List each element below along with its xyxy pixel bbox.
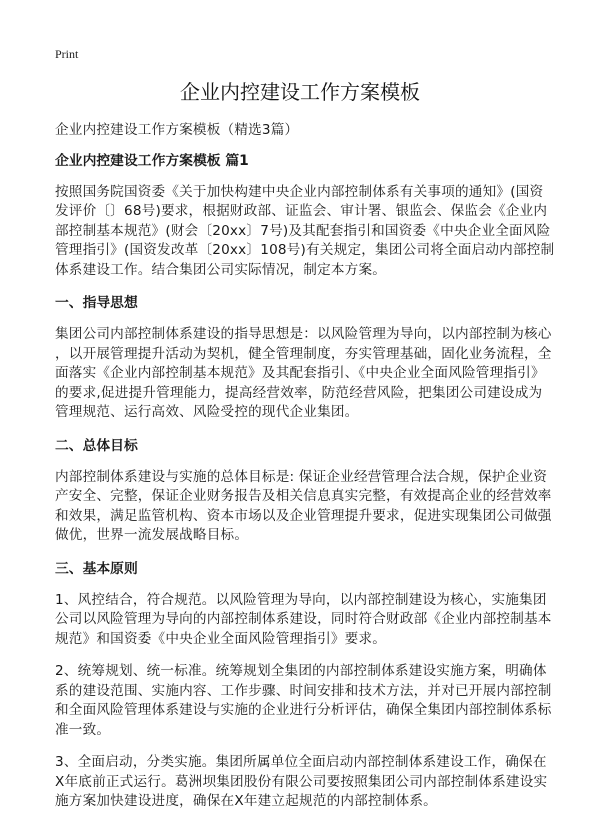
text-line: ，以开展管理提升活动为契机，健全管理制度，夯实管理基础，固化业务流程，全 xyxy=(55,345,552,362)
text-line: 做优，世界一流发展战略目标。 xyxy=(55,527,249,543)
text-line: 准一致。 xyxy=(55,721,111,738)
text-line: 部控制基本规范》(财会〔20xx〕7号)及其配套指引和国资委《中央企业全面风险 xyxy=(55,222,551,239)
text-line: 体系建设工作。结合集团公司实际情况，制定本方案。 xyxy=(55,261,387,278)
text-line: 产安全、完整，保证企业财务报告及相关信息真实完整，有效提高企业的经营效率 xyxy=(55,488,552,504)
text-line: 系的建设范围、实施内容、工作步骤、时间安排和技术方法，并对已开展内部控制 xyxy=(55,682,552,699)
intro-paragraph xyxy=(55,183,555,281)
text-line: 施方案加快建设进度，确保在X年建立起规范的内部控制体系。 xyxy=(55,793,437,809)
document-title: 企业内控建设工作方案模板 xyxy=(180,80,420,104)
overall-goal-paragraph xyxy=(55,468,555,546)
text-line: 和效果，满足监管机构、资本市场以及企业管理提升要求，促进实现集团公司做强 xyxy=(55,507,552,524)
text-line: 面落实《企业内部控制基本规范》及其配套指引、《中央企业全面风险管理指引》 xyxy=(55,365,545,381)
section-heading-basic-principles: 三、基本原则 xyxy=(55,560,138,577)
text-line: 1、风控结合，符合规范。以风险管理为导向，以内部控制建设为核心，实施集团 xyxy=(55,591,547,608)
principle-item xyxy=(55,662,555,740)
section-heading-overall-goal: 二、总体目标 xyxy=(55,437,138,454)
text-line: 的要求,促进提升管理能力，提高经营效率，防范经营风险，把集团公司建设成为 xyxy=(55,384,543,401)
guiding-ideology-paragraph xyxy=(55,325,555,423)
text-line: 规范》和国资委《中央企业全面风险管理指引》要求。 xyxy=(55,630,387,647)
text-line: X年底前正式运行。葛洲坝集团股份有限公司要按照集团公司内部控制体系建设实 xyxy=(55,773,548,790)
text-line: 内部控制体系建设与实施的总体目标是: 保证企业经营管理合法合规，保护企业资 xyxy=(55,468,548,485)
text-line: 管理指引》(国资发改革〔20xx〕108号)有关规定，集团公司将全面启动内部控制 xyxy=(55,242,555,258)
text-line: 和全面风险管理体系建设与实施的企业进行分析评估，确保全集团内部控制体系标 xyxy=(55,702,552,718)
principle-item xyxy=(55,753,555,812)
text-line: 集团公司内部控制体系建设的指导思想是：以风险管理为导向，以内部控制为核心 xyxy=(55,326,552,342)
text-line: 按照国务院国资委《关于加快构建中央企业内部控制体系有关事项的通知》(国资 xyxy=(55,183,544,200)
text-line: 管理规范、运行高效、风险受控的现代企业集团。 xyxy=(55,404,359,420)
document-body xyxy=(55,121,555,825)
print-label: Print xyxy=(55,47,79,61)
article-heading: 企业内控建设工作方案模板 篇1 xyxy=(55,152,249,169)
text-line: 2、统筹规划、统一标准。统筹规划全集团的内部控制体系建设实施方案，明确体 xyxy=(55,663,547,679)
document-subtitle: 企业内控建设工作方案模板（精选3篇） xyxy=(55,122,299,138)
text-line: 3、全面启动，分类实施。集团所属单位全面启动内部控制体系建设工作，确保在 xyxy=(55,754,547,770)
principle-item xyxy=(55,591,555,650)
section-heading-guiding-ideology: 一、指导思想 xyxy=(55,295,138,311)
text-line: 发评价〔〕68号)要求，根据财政部、证监会、审计署、银监会、保监会《企业内 xyxy=(55,203,548,219)
text-line: 公司以风险管理为导向的内部控制体系建设，同时符合财政部《企业内部控制基本 xyxy=(55,611,552,627)
